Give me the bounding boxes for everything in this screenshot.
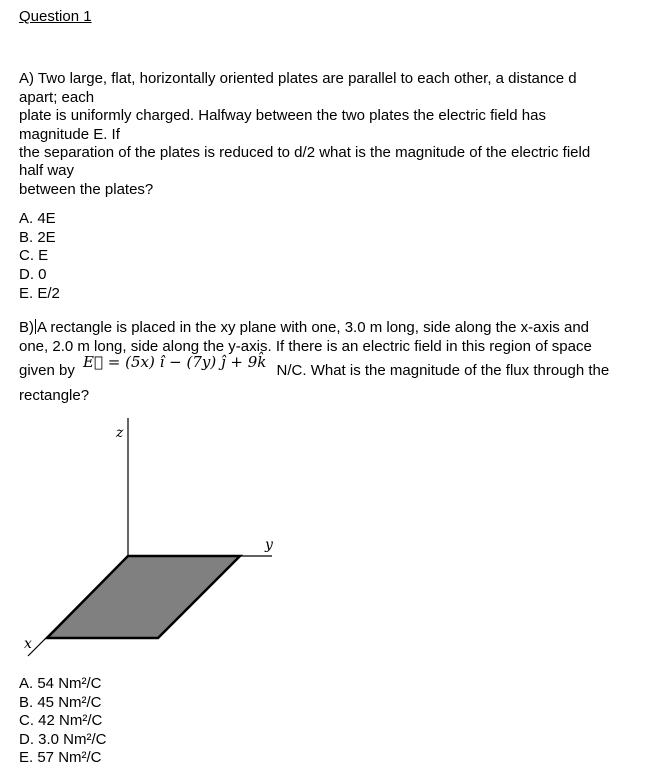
part-b-given-by: given by: [19, 362, 75, 379]
part-a-line-7: between the plates?: [19, 181, 154, 198]
part-a-line-2: apart; each: [19, 89, 95, 106]
z-axis-label: z: [116, 425, 124, 441]
part-a-line-5: the separation of the plates is reduced to d/2 what is the magnitude of the electric field: [19, 144, 591, 161]
electric-field-formula: E⃗ = (5x) î − (7y) ĵ + 9k̂: [83, 353, 267, 371]
choice-b-45: B. 45 Nm²/C: [19, 694, 102, 711]
part-a-line-4: magnitude E. If: [19, 126, 120, 143]
y-axis-label: y: [265, 537, 273, 553]
part-b-line-3-text: N/C. What is the magnitude of the flux through the: [276, 362, 610, 379]
choice-c-42: C. 42 Nm²/C: [19, 712, 103, 729]
part-a-line-1: A) Two large, flat, horizontally oriented plates are parallel to each other, a distance d: [19, 70, 577, 87]
choice-a-4e: A. 4E: [19, 210, 56, 227]
part-a-line-3: plate is uniformly charged. Halfway between the two plates the electric field has: [19, 107, 546, 124]
part-b-line-1-text: A rectangle is placed in the xy plane with one, 3.0 m long, side along the x-axis and: [37, 319, 590, 336]
choice-a-54: A. 54 Nm²/C: [19, 675, 102, 692]
choice-d-3: D. 3.0 Nm²/C: [19, 731, 107, 748]
part-b-line-2: one, 2.0 m long, side along the y-axis. If there is an electric field in this region of space: [19, 338, 592, 355]
part-b-line-4: rectangle?: [19, 387, 90, 404]
shaded-rectangle: [47, 556, 240, 638]
choice-c-e: C. E: [19, 247, 49, 264]
part-b-prefix: B): [19, 319, 34, 336]
choice-e-e-half: E. E/2: [19, 285, 60, 302]
question-title: Question 1: [19, 8, 92, 25]
choice-b-2e: B. 2E: [19, 229, 56, 246]
choice-d-0: D. 0: [19, 266, 47, 283]
part-a-line-6: half way: [19, 162, 75, 179]
choice-e-57: E. 57 Nm²/C: [19, 749, 102, 766]
x-axis-label: x: [24, 636, 32, 652]
